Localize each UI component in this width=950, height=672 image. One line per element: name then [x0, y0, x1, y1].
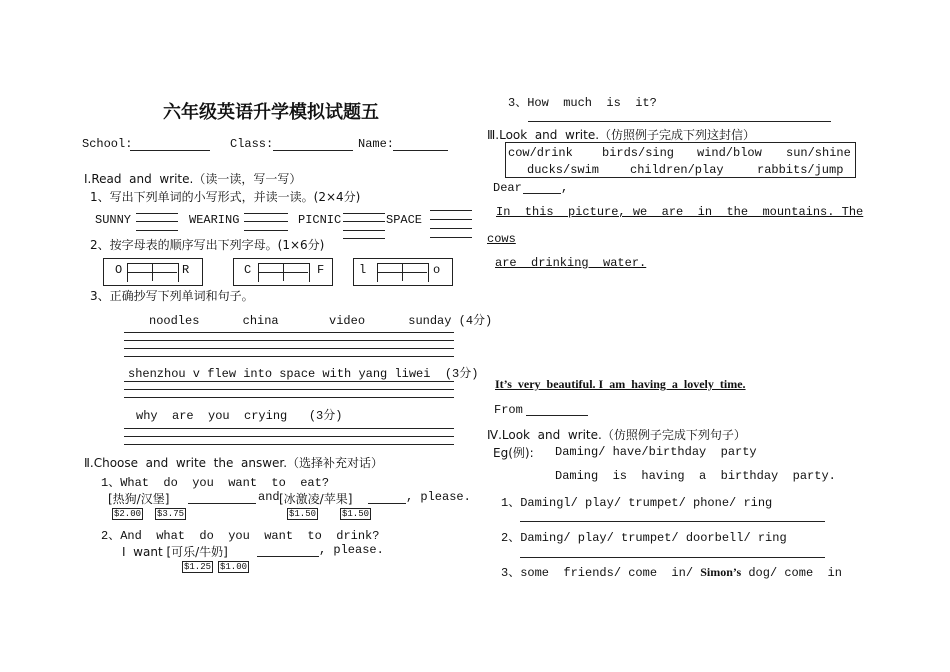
word-blank [343, 230, 385, 231]
section-4-heading: Ⅳ.Look and write.（仿照例子完成下列句子） [487, 428, 746, 442]
sec2-q1-choice-2: [冰激凌/苹果] [279, 492, 353, 506]
writing-line [124, 356, 454, 357]
sec1-q1: 1、写出下列单词的小写形式，并读一读。(2×4分) [90, 190, 361, 204]
sec1-q3: 3、正确抄写下列单词和句子。 [90, 289, 254, 303]
letter-l: l [359, 263, 367, 277]
letter-closing: It’s very beautiful. I am having a lovely time. [495, 377, 746, 391]
section-3-heading: Ⅲ.Look and write.（仿照例子完成下列这封信） [487, 128, 756, 142]
letter-o-lower: o [433, 263, 441, 277]
answer-blank[interactable] [520, 521, 825, 522]
bank-children: children/play [630, 163, 724, 177]
writing-line [124, 444, 454, 445]
class-label: Class: [230, 137, 274, 151]
word-blank [430, 228, 472, 229]
copy-question: why are you crying (3分) [136, 409, 343, 423]
letter-grid-divider [402, 263, 403, 281]
class-blank[interactable] [273, 150, 353, 151]
sec4-q3 [501, 563, 842, 580]
writing-line [124, 348, 454, 349]
bank-sun: sun/shine [786, 146, 851, 160]
writing-line [124, 389, 454, 390]
writing-line [124, 436, 454, 437]
word-blank [136, 230, 178, 231]
sec2-q1-end: , please. [406, 490, 471, 504]
letter-grid-divider [283, 263, 284, 281]
sec4-q3-end: dog/ come in [741, 566, 842, 580]
letter-line-3: are drinking water. [495, 256, 647, 270]
word-blank [430, 237, 472, 238]
sec4-q3-bold: Simon’s [700, 565, 742, 579]
word-blank [343, 213, 385, 214]
name-label: Name: [358, 137, 395, 151]
answer-blank[interactable] [528, 121, 831, 122]
letter-c: C [244, 263, 252, 277]
answer-blank[interactable] [368, 503, 406, 504]
word-picnic: PICNIC [298, 213, 342, 227]
section-2-heading: Ⅱ.Choose and write the answer.（选择补充对话） [84, 456, 384, 470]
letter-line-2: cows [487, 232, 516, 246]
writing-line [124, 397, 454, 398]
writing-line [124, 428, 454, 429]
sec4-q3-start: 3、some friends/ come in/ [501, 566, 701, 580]
copy-words: noodles china video sunday (4分) [149, 314, 493, 328]
example-label: Eg(例): [493, 446, 534, 460]
sec1-q2: 2、按字母表的顺序写出下列字母。(1×6分) [90, 238, 325, 252]
name-blank[interactable] [393, 150, 448, 151]
school-label: School: [82, 137, 133, 151]
word-blank [136, 213, 178, 214]
word-blank [244, 230, 288, 231]
sec2-q1: 1、What do you want to eat? [101, 476, 330, 490]
sec2-q1-and: and [258, 490, 280, 504]
copy-sentence: shenzhou v flew into space with yang liwei (3分) [128, 367, 479, 381]
writing-line [124, 332, 454, 333]
bank-ducks: ducks/swim [527, 163, 600, 177]
answer-blank[interactable] [526, 415, 588, 416]
price-tag: $3.75 [157, 509, 185, 519]
writing-line [124, 381, 454, 382]
letter-line-1: In this picture, we are in the mountains. The [496, 205, 864, 219]
bank-rabbits: rabbits/jump [757, 163, 844, 177]
sec4-q1: 1、Damingl/ play/ trumpet/ phone/ ring [501, 496, 773, 510]
bank-cow: cow/drink [508, 146, 573, 160]
letter-greeting: Dear [493, 181, 522, 195]
bank-birds: birds/sing [602, 146, 675, 160]
word-blank [343, 221, 385, 222]
answer-blank[interactable] [520, 557, 825, 558]
word-blank [244, 221, 288, 222]
letter-greeting-comma: , [561, 181, 569, 195]
word-blank [244, 213, 288, 214]
letter-o-upper: O [115, 263, 123, 277]
answer-blank[interactable] [523, 193, 561, 194]
sec2-q2-end: , please. [319, 543, 384, 557]
price-tag: $1.00 [220, 562, 248, 572]
writing-line [124, 340, 454, 341]
word-space: SPACE [386, 213, 423, 227]
word-blank [136, 221, 178, 222]
sec2-q1-choice: [热狗/汉堡] [108, 492, 170, 506]
section-1-heading: Ⅰ.Read and write.（读一读，写一写） [84, 172, 302, 186]
price-tag: $1.25 [184, 562, 212, 572]
answer-blank[interactable] [257, 556, 319, 557]
sec2-q2: 2、And what do you want to drink? [101, 529, 380, 543]
word-blank [430, 219, 472, 220]
bank-wind: wind/blow [697, 146, 762, 160]
letter-f: F [317, 263, 325, 277]
word-blank [343, 238, 385, 239]
price-tag: $1.50 [342, 509, 370, 519]
word-blank [430, 210, 472, 211]
school-blank[interactable] [130, 150, 210, 151]
word-wearing: WEARING [189, 213, 240, 227]
example-answer: Daming is having a birthday party. [555, 469, 836, 483]
letter-r: R [182, 263, 190, 277]
sec4-q2: 2、Daming/ play/ trumpet/ doorbell/ ring [501, 531, 787, 545]
letter-from: From [494, 403, 523, 417]
word-sunny: SUNNY [95, 213, 132, 227]
sec2-q2-choice: I want [可乐/牛奶] [122, 545, 228, 559]
price-question: 3、How much is it? [508, 96, 657, 110]
price-tag: $2.00 [114, 509, 142, 519]
example-prompt: Daming/ have/birthday party [555, 445, 757, 459]
answer-blank[interactable] [188, 503, 256, 504]
page-title: 六年级英语升学模拟试题五 [163, 102, 379, 123]
price-tag: $1.50 [289, 509, 317, 519]
letter-grid-divider [152, 263, 153, 281]
